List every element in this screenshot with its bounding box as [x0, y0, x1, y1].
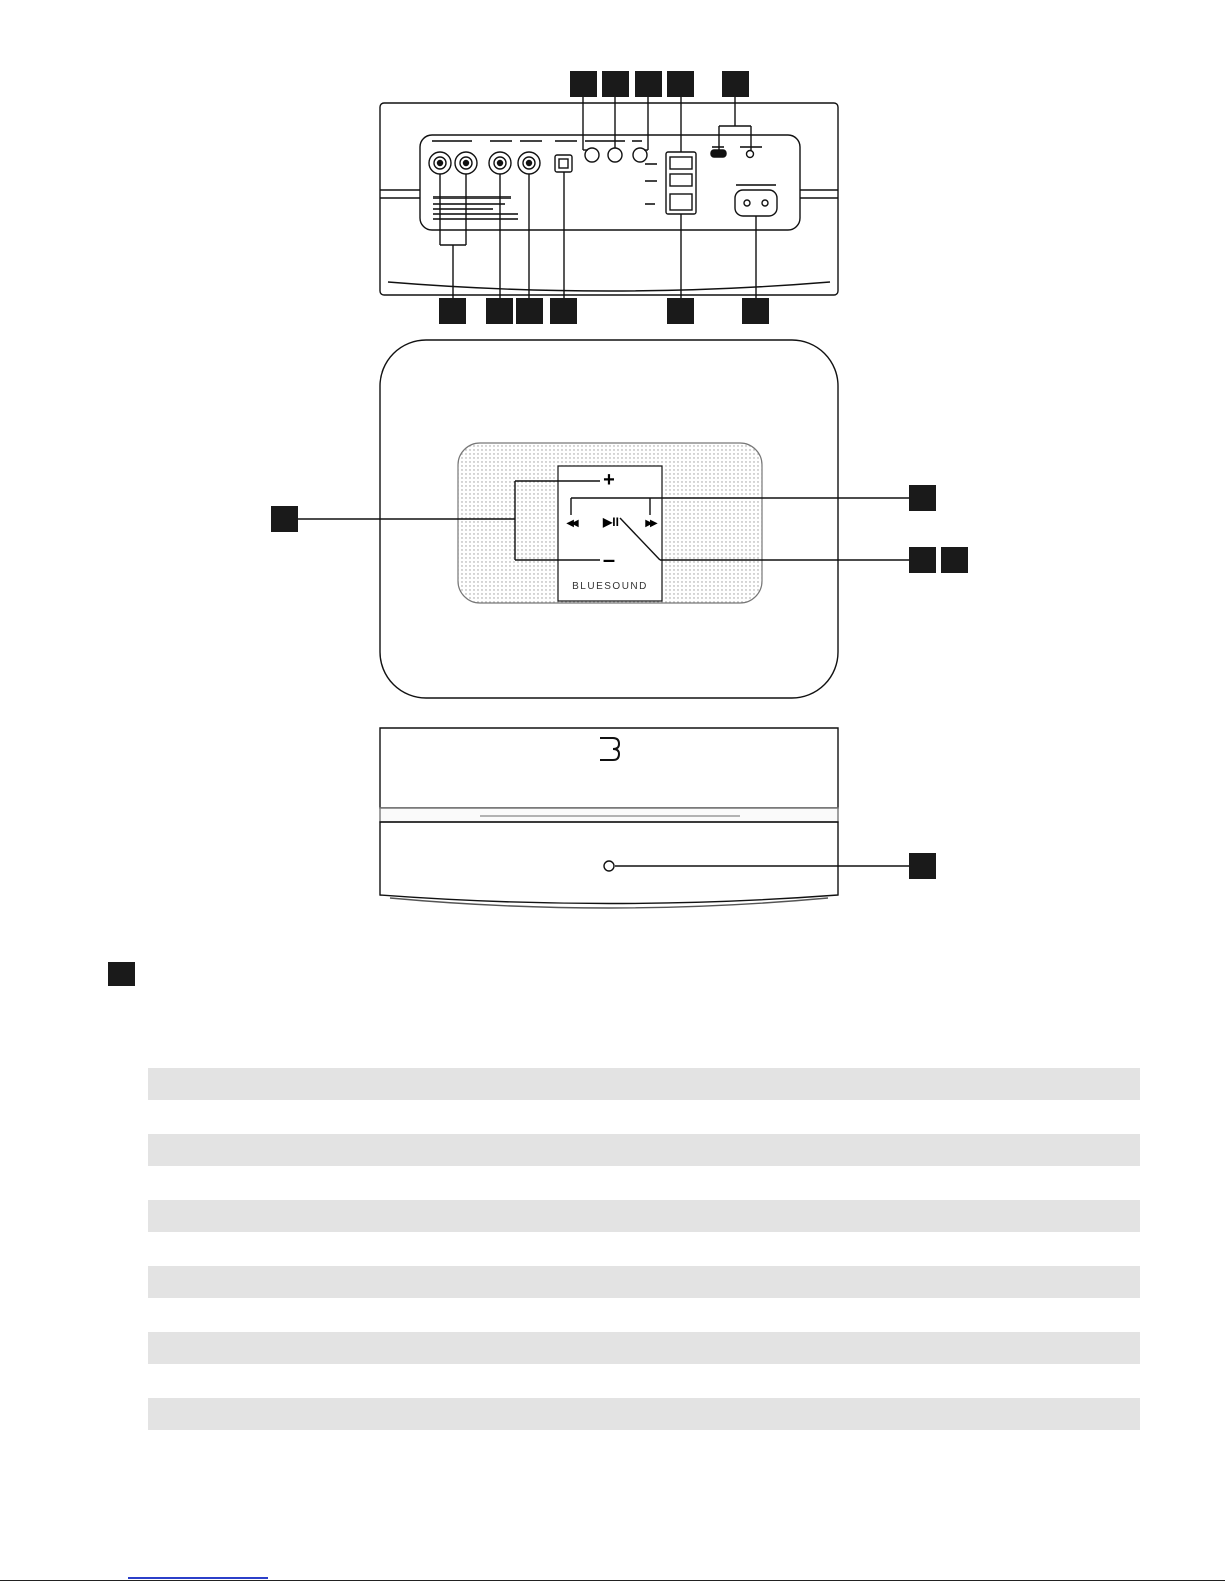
- volume-down-button[interactable]: –: [602, 547, 616, 572]
- trigger-out-jack: [608, 148, 622, 162]
- volume-up-button[interactable]: +: [603, 469, 615, 491]
- spec-row: [148, 1200, 1140, 1232]
- spec-row: [148, 1398, 1140, 1430]
- section-marker: [108, 962, 135, 986]
- front-lower-body: [380, 822, 838, 904]
- footer-link[interactable]: [128, 1577, 268, 1579]
- rear-callouts-top: [570, 71, 749, 97]
- spec-row: [148, 1266, 1140, 1298]
- front-upper-body: [380, 728, 838, 808]
- next-button[interactable]: ▶▶: [645, 518, 655, 529]
- front-callout: [909, 853, 936, 879]
- play-pause-button[interactable]: ▶II: [603, 515, 619, 529]
- spec-row: [148, 1134, 1140, 1166]
- spec-row: [148, 1332, 1140, 1364]
- previous-button[interactable]: ◀◀: [566, 518, 576, 529]
- bluesound-b-logo: [600, 738, 619, 760]
- spec-table: [148, 1068, 1140, 1464]
- optical-out-port: [555, 155, 572, 172]
- rca-jacks: [429, 152, 540, 174]
- front-view: [380, 728, 909, 908]
- footer-rule: [0, 1580, 1225, 1581]
- rear-callouts-bottom: [439, 298, 769, 324]
- spec-row: [148, 1068, 1140, 1100]
- bluesound-wordmark: BLUESOUND: [572, 581, 648, 592]
- rear-view: [380, 103, 838, 295]
- usb-c-port: [711, 150, 726, 157]
- service-button: [747, 151, 754, 158]
- headphone-jack: [604, 861, 614, 871]
- power-inlet: [735, 190, 777, 216]
